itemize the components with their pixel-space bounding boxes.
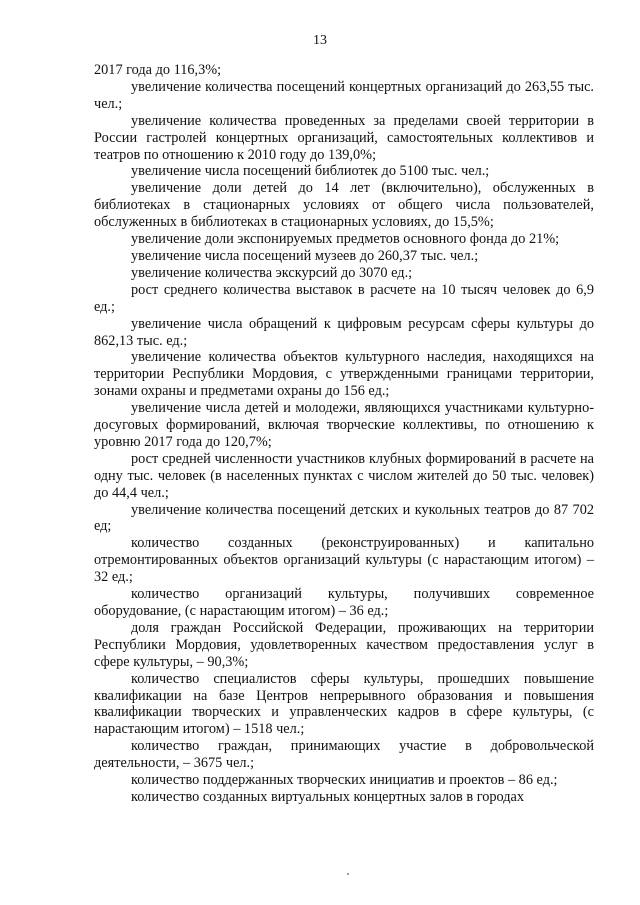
paragraph: количество созданных виртуальных концертных залов в городах — [131, 788, 525, 805]
paragraph: количество созданных (реконструированных) и капитально отремонтированных объектов организаций культуры (с нарастающим итогом) – 32 ед.; — [94, 535, 594, 586]
paragraph: увеличение числа детей и молодежи, являющихся участниками культурно-досуговых формирований, включая творческие коллективы, по отношению к уровню 2017 года до 120,7%; — [94, 400, 594, 450]
paragraph: количество специалистов сферы культуры, прошедших повышение квалификации на базе Центров непрерывного образования и повышения квалификации творческих и управленческих кадров в сфере культуры, (с нарастающим итогом) – 1518 чел.; — [94, 670, 594, 738]
paragraph: увеличение количества посещений детских и кукольных театров до 87 702 ед; — [94, 501, 594, 535]
paragraph: увеличение числа посещений библиотек до 5100 тыс. чел.; — [131, 163, 490, 180]
page-number: 13 — [313, 33, 327, 48]
paragraph: увеличение количества проведенных за пределами своей территории в России гастролей концертных организаций, самостоятельных коллективов и театров по отношению к 2010 году до 139,0%; — [94, 112, 594, 163]
paragraph: 2017 года до 116,3%; — [94, 62, 222, 78]
paragraph: увеличение количества объектов культурного наследия, находящихся на территории Республики Мордовия, с утвержденными границами территории, зонами охраны и предметами охраны до 156 ед.; — [94, 349, 594, 400]
scan-speck — [347, 873, 349, 875]
paragraph: увеличение доли детей до 14 лет (включительно), обслуженных в библиотеках в стационарных условиях от общего числа пользователей, обслуженных в библиотеках в стационарных условиях, до 15,5%; — [94, 180, 594, 231]
paragraph: увеличение количества посещений концертных организаций до 263,55 тыс. чел.; — [94, 78, 594, 112]
paragraph: увеличение числа обращений к цифровым ресурсам сферы культуры до 862,13 тыс. ед.; — [94, 315, 594, 349]
paragraph: увеличение количества экскурсий до 3070 ед.; — [131, 264, 413, 281]
paragraph: количество поддержанных творческих инициатив и проектов – 86 ед.; — [131, 772, 558, 789]
paragraph: рост средней численности участников клубных формирований в расчете на одну тыс. человек (в населенных пунктах с числом жителей до 50 тыс. человек) до 44,4 чел.; — [94, 450, 594, 501]
paragraph: увеличение доли экспонируемых предметов основного фонда до 21%; — [131, 231, 560, 248]
paragraph: доля граждан Российской Федерации, проживающих на территории Республики Мордовия, удовлетворенных качеством предоставления услуг в сфере культуры, – 90,3%; — [94, 619, 594, 670]
paragraph: количество граждан, принимающих участие в добровольческой деятельности, – 3675 чел.; — [94, 738, 594, 772]
paragraph: количество организаций культуры, получивших современное оборудование, (с нарастающим итогом) – 36 ед.; — [94, 586, 594, 619]
paragraph: рост среднего количества выставок в расчете на 10 тысяч человек до 6,9 ед.; — [94, 281, 594, 315]
document-body — [94, 62, 594, 806]
paragraph: увеличение числа посещений музеев до 260,37 тыс. чел.; — [131, 247, 479, 264]
